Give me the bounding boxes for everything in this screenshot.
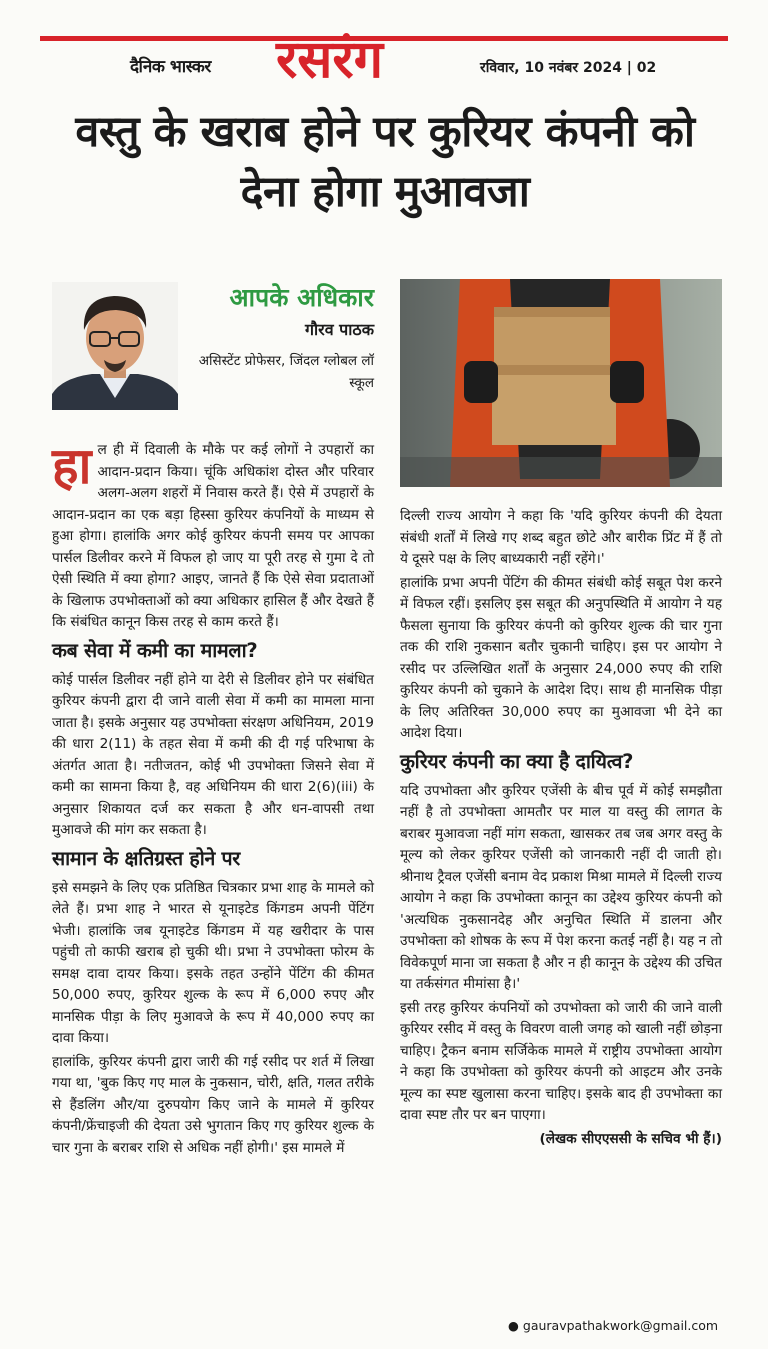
author-email-text: gauravpathakwork@gmail.com	[522, 1318, 719, 1333]
newspaper-name: दैनिक भास्कर	[130, 57, 211, 77]
dateline: रविवार, 10 नवंबर 2024 | 02	[480, 60, 657, 76]
paragraph: हालांकि, कुरियर कंपनी द्वारा जारी की गई रसीद पर शर्त में लिखा गया था, 'बुक किए गए माल के नुकसान, चोरी, क्षति, गलत तरीके से हैंडलिंग और/या दुरुपयोग किए जाने के मामले में कुरियर कंपनी/फ्रेंचाइजी की देयता उसे भुगतान किए गए कुरियर शुल्क के चार गुना के बराबर राशि से अधिक नहीं होगी।' इस मामले में	[52, 1053, 374, 1156]
author-email	[508, 1318, 718, 1333]
paragraph: हालांकि प्रभा अपनी पेंटिंग की कीमत संबंधी कोई सबूत पेश करने में विफल रहीं। इसलिए इस सबूत की अनुपस्थिति में आयोग ने यह फैसला सुनाया कि कुरियर कंपनी को कुरियर शुल्क की चार गुना तक की राशि नुकसान बतौर चुकानी चाहिए। इस पर आयोग ने रसीद पर उल्लिखित शर्तों के अनुसार 24,000 रुपए की राशि कुरियर कंपनी को चुकाने के आदेश दिए। साथ ही मानसिक पीड़ा के लिए अतिरिक्त 30,000 रुपए का मुआवजा भी देने का आदेश दिया।	[400, 574, 722, 741]
paragraph: दिल्ली राज्य आयोग ने कहा कि 'यदि कुरियर कंपनी की देयता संबंधी शर्तों में लिखे गए शब्द बहुत छोटे और बारीक प्रिंट में हैं तो ये दूसरे पक्ष के लिए बाध्यकारी नहीं रहेंगे।'	[400, 508, 722, 567]
author-note: (लेखक सीएएससी के सचिव भी हैं।)	[539, 1130, 722, 1147]
intro-paragraph	[52, 436, 374, 634]
article-headline: वस्तु के खराब होने पर कुरियर कंपनी को देना होगा मुआवजा	[75, 107, 695, 217]
author-designation: असिस्टेंट प्रोफेसर, जिंदल ग्लोबल लॉ स्कूल	[198, 353, 374, 391]
author-portrait	[52, 282, 178, 410]
subheading-service-deficiency: कब सेवा में कमी का मामला?	[52, 638, 258, 662]
subheading-damaged-goods: सामान के क्षतिग्रस्त होने पर	[52, 846, 240, 870]
author-name: गौरव पाठक	[305, 320, 374, 339]
supplement-logo: रसरंग	[276, 29, 383, 90]
paragraph: इसे समझने के लिए एक प्रतिष्ठित चित्रकार प्रभा शाह के मामले को लेते हैं। प्रभा शाह ने भारत से यूनाइटेड किंगडम अपनी पेंटिंग भेजी। हालांकि जब यूनाइटेड किंगडम में यह खरीदार के पास पहुंची तो काफी खराब हो चुकी थी। प्रभा ने उपभोक्ता फोरम के समक्ष दावा दायर किया। इसके तहत उन्होंने पेंटिंग की कीमत 50,000 रुपए, कुरियर शुल्क के रूप में 6,000 रुपए और मानसिक पीड़ा के लिए मुआवजे के रूप में 40,000 रुपए का दावा किया।	[52, 879, 374, 1046]
paragraph: कोई पार्सल डिलीवर नहीं होने या देरी से डिलीवर होने पर संबंधित कुरियर कंपनी द्वारा दी जाने वाली सेवा में कमी का मामला माना जाता है। इसके अनुसार यह उपभोक्ता संरक्षण अधिनियम, 2019 की धारा 2(11) के तहत सेवा में कमी की दी गई परिभाषा के अंतर्गत आता है। नतीजतन, कोई भी उपभोक्ता जिसने सेवा में कमी का सामना किया है, वह अधिनियम की धारा 2(6)(iii) के अनुसार शिकायत दर्ज कर सकता है और धन-वापसी तथा मुआवजे की मांग कर सकता है।	[52, 671, 374, 838]
dropcap: हा	[52, 436, 92, 495]
paragraph: यदि उपभोक्ता और कुरियर एजेंसी के बीच पूर्व में कोई समझौता नहीं है तो उपभोक्ता आमतौर पर माल या वस्तु की लागत के बराबर मुआवजा नहीं मांग सकता, खासकर तब जब अगर वस्तु के मूल्य को लेकर कुरियर एजेंसी को जानकारी नहीं दी जाती हो। श्रीनाथ ट्रैवल एजेंसी बनाम वेद प्रकाश मिश्रा मामले में दिल्ली राज्य आयोग ने कहा कि उपभोक्ता कानून का उद्देश्य कुरियर कंपनी को 'अत्यधिक नुकसानदेह और अनुचित स्थिति में डालना और उपभोक्ता को शोषक के रूप में पेश करना कतई नहीं है। यह न तो विवेकपूर्ण माना जा सकता है और न ही कानून के उद्देश्य की उचित या तर्कसंगत मीमांसा है।'	[400, 782, 722, 992]
column-name: आपके अधिकार	[229, 283, 374, 312]
intro-text: ल ही में दिवाली के मौके पर कई लोगों ने उपहारों का आदान-प्रदान किया। चूंकि अधिकांश दोस्त और परिवार अलग-अलग शहरों में निवास करते हैं। ऐसे में उपहारों के आदान-प्रदान का एक बड़ा हिस्सा कुरियर कंपनियों के माध्यम से हुआ होगा। हालांकि अगर कोई कुरियर कंपनी समय पर आपका पार्सल डिलीवर करने में विफल हो जाए या पूरी तरह से गुमा दे तो ऐसी स्थिति में क्या होगा? आइए, जानते हैं कि ऐसे सेवा प्रदाताओं के खिलाफ उपभोक्ताओं को क्या अधिकार हासिल हैं और देखते हैं कि संबंधित कानून किस तरह से काम करते हैं।	[52, 442, 374, 630]
mail-bullet-icon: ●	[508, 1318, 523, 1333]
left-column	[52, 436, 374, 1161]
courier-boxes-photo	[400, 279, 722, 487]
right-column	[400, 506, 722, 1152]
masthead-rule	[40, 36, 728, 41]
paragraph: इसी तरह कुरियर कंपनियों को उपभोक्ता को जारी की जाने वाली कुरियर रसीद में वस्तु के विवरण वाली जगह को खाली नहीं छोड़ना चाहिए। ट्रैकन बनाम सर्जिकेक मामले में राष्ट्रीय उपभोक्ता आयोग ने कहा कि उपभोक्ता को कुरियर कंपनी को आइटम और उनके मूल्य का स्पष्ट खुलासा करना चाहिए। इसके बाद ही उपभोक्ता का दावा स्पष्ट तौर पर बन पाएगा।	[400, 999, 722, 1123]
subheading-courier-liability: कुरियर कंपनी का क्या है दायित्व?	[400, 749, 634, 773]
